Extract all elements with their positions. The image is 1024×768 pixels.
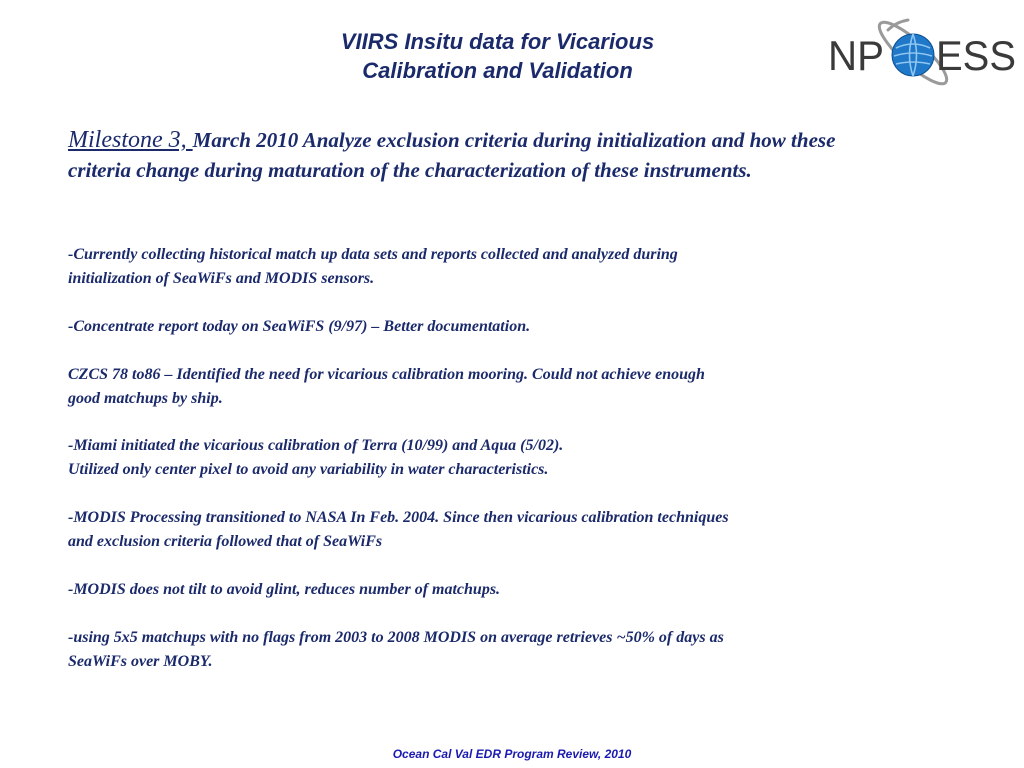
bullet-seawifs-report bbox=[68, 315, 908, 339]
bullet-modis-processing bbox=[68, 506, 908, 554]
bullet-line: and exclusion criteria followed that of SeaWiFs bbox=[68, 533, 383, 550]
bullet-line: -Concentrate report today on SeaWiFS (9/97) – Better documentation. bbox=[68, 318, 531, 335]
bullet-line: -Miami initiated the vicarious calibration of Terra (10/99) and Aqua (5/02). bbox=[68, 437, 564, 454]
bullet-historical-data bbox=[68, 243, 908, 291]
bullet-miami-calibration bbox=[68, 434, 908, 482]
bullet-matchups bbox=[68, 626, 908, 674]
milestone-paragraph bbox=[68, 125, 898, 185]
slide-footer: Ocean Cal Val EDR Program Review, 2010 bbox=[392, 747, 632, 761]
bullet-line: initialization of SeaWiFs and MODIS sensors. bbox=[68, 270, 375, 287]
bullet-line: -using 5x5 matchups with no flags from 2003 to 2008 MODIS on average retrieves ~50% of days as bbox=[68, 629, 724, 646]
slide-title-line-2: Calibration and Validation bbox=[362, 58, 633, 83]
bullet-line: good matchups by ship. bbox=[68, 390, 223, 407]
slide-title bbox=[250, 27, 745, 85]
bullet-line: -MODIS Processing transitioned to NASA In Feb. 2004. Since then vicarious calibration techniques bbox=[68, 509, 729, 526]
bullet-line: -MODIS does not tilt to avoid glint, reduces number of matchups. bbox=[68, 581, 501, 598]
bullet-line: CZCS 78 to86 – Identified the need for vicarious calibration mooring. Could not achieve enough bbox=[68, 366, 705, 383]
slide-title-line-1: VIIRS Insitu data for Vicarious bbox=[340, 29, 655, 54]
milestone-text: March 2010 Analyze exclusion criteria during initialization and how these criteria change during maturation of the characterization of these instruments. bbox=[68, 128, 836, 182]
bullet-line: SeaWiFs over MOBY. bbox=[68, 653, 213, 670]
bullet-line: Utilized only center pixel to avoid any variability in water characteristics. bbox=[68, 461, 549, 478]
milestone-label: Milestone 3, bbox=[68, 127, 193, 153]
logo-text-left: NP bbox=[828, 32, 884, 79]
bullet-modis-glint bbox=[68, 578, 908, 602]
npoess-logo bbox=[826, 10, 1018, 96]
bullet-line: -Currently collecting historical match up data sets and reports collected and analyzed during bbox=[68, 246, 678, 263]
bullet-czcs bbox=[68, 363, 908, 411]
logo-text-right: ESS bbox=[936, 32, 1016, 79]
